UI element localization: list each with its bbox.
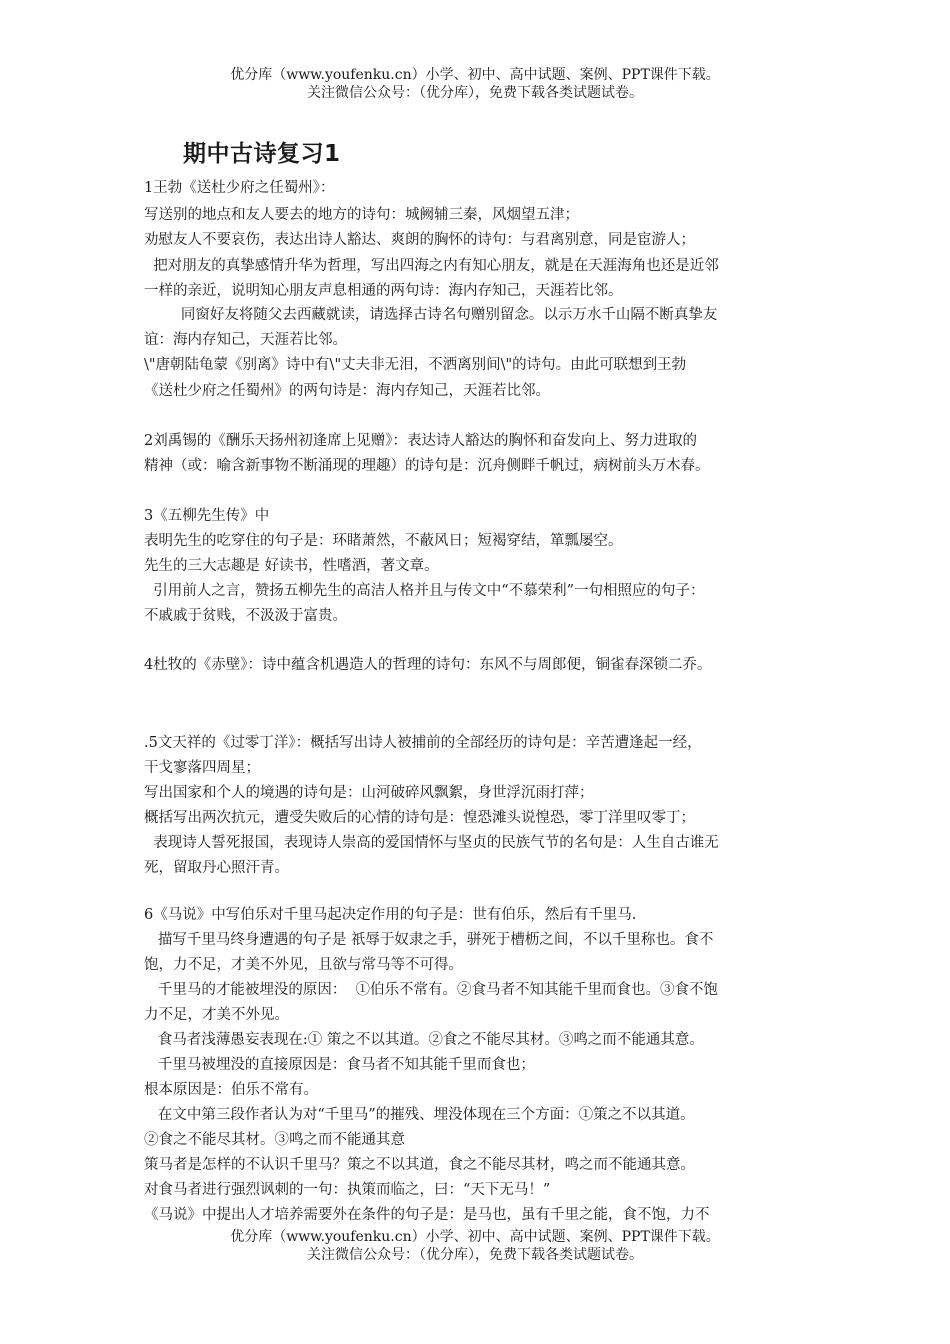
text-line: 对食马者进行强烈讽刺的一句：执策而临之，曰：“天下无马！” bbox=[144, 1182, 551, 1198]
text-line: 4杜牧的《赤壁》：诗中蕴含机遇造人的哲理的诗句：东风不与周郎便，铜雀春深锁二乔。 bbox=[144, 657, 712, 673]
text-line: .5文天祥的《过零丁洋》：概括写出诗人被捕前的全部经历的诗句是：辛苦遭逢起一经， bbox=[144, 735, 702, 751]
text-line: 2刘禹锡的《酬乐天扬州初逢席上见赠》：表达诗人豁达的胸怀和奋发向上、努力进取的 bbox=[144, 433, 697, 449]
text-line: 死，留取丹心照汗青。 bbox=[144, 860, 289, 876]
text-line: 表现诗人誓死报国，表现诗人崇高的爱国情怀与坚贞的民族气节的名句是：人生自古谁无 bbox=[144, 835, 719, 851]
text-line: 在文中第三段作者认为对“千里马”的摧残、埋没体现在三个方面：①策之不以其道。 bbox=[144, 1107, 695, 1123]
text-line: 劝慰友人不要哀伤，表达出诗人豁达、爽朗的胸怀的诗句：与君离别意，同是宦游人； bbox=[144, 232, 695, 248]
text-line: 谊：海内存知己，天涯若比邻。 bbox=[144, 332, 347, 348]
text-line: 先生的三大志趣是 好读书，性嗜酒，著文章。 bbox=[144, 558, 439, 574]
page-title: 期中古诗复习1 bbox=[183, 141, 341, 167]
header-line-2: 关注微信公众号：（优分库），免费下载各类试题试卷。 bbox=[307, 85, 643, 101]
text-line: 干戈寥落四周星； bbox=[144, 760, 260, 776]
page-header bbox=[0, 66, 950, 102]
text-line: 不戚戚于贫贱，不汲汲于富贵。 bbox=[144, 608, 347, 624]
text-line: 写送别的地点和友人要去的地方的诗句：城阙辅三秦，风烟望五津； bbox=[144, 207, 579, 223]
text-line: 《马说》中提出人才培养需要外在条件的句子是：是马也，虽有千里之能，食不饱，力不 bbox=[144, 1207, 710, 1223]
text-line: 3《五柳先生传》中 bbox=[144, 508, 270, 524]
text-line: 食马者浅薄愚妄表现在:① 策之不以其道。②食之不能尽其材。③鸣之而不能通其意。 bbox=[144, 1032, 704, 1048]
header-line-1: 优分库（www.youfenku.cn）小学、初中、高中试题、案例、PPT课件下载。 bbox=[230, 67, 720, 83]
text-line: 把对朋友的真挚感情升华为哲理，写出四海之内有知心朋友，就是在天涯海角也还是近邻 bbox=[144, 258, 719, 274]
text-line: 描写千里马终身遭遇的句子是 祇辱于奴隶之手，骈死于槽枥之间，不以千里称也。食不 bbox=[144, 932, 714, 948]
page-footer bbox=[0, 1228, 950, 1264]
text-line: 策马者是怎样的不认识千里马？策之不以其道，食之不能尽其材，鸣之而不能通其意。 bbox=[144, 1157, 695, 1173]
footer-line-2: 关注微信公众号：（优分库），免费下载各类试题试卷。 bbox=[307, 1247, 643, 1263]
text-line: 6《马说》中写伯乐对千里马起决定作用的句子是：世有伯乐，然后有千里马. bbox=[144, 907, 637, 923]
text-line: 概括写出两次抗元，遭受失败后的心情的诗句是：惶恐滩头说惶恐，零丁洋里叹零丁； bbox=[144, 810, 695, 826]
text-line: 精神（或：喻含新事物不断涌现的理趣）的诗句是：沉舟侧畔千帆过，病树前头万木春。 bbox=[144, 458, 710, 474]
text-line: 同窗好友将随父去西藏就读，请选择古诗名句赠别留念。以示万水千山隔不断真挚友 bbox=[144, 307, 718, 323]
footer-line-1: 优分库（www.youfenku.cn）小学、初中、高中试题、案例、PPT课件下载。 bbox=[230, 1229, 720, 1245]
text-line: 写出国家和个人的境遇的诗句是：山河破碎风飘絮，身世浮沉雨打萍； bbox=[144, 785, 594, 801]
text-line: ②食之不能尽其材。③鸣之而不能通其意 bbox=[144, 1132, 405, 1148]
text-line: 饱，力不足，才美不外见，且欲与常马等不可得。 bbox=[144, 957, 463, 973]
text-line: 千里马被埋没的直接原因是：食马者不知其能千里而食也； bbox=[144, 1057, 535, 1073]
text-line: \"唐朝陆龟蒙《别离》诗中有\"丈夫非无泪，不洒离别间\"的诗句。由此可联想到王勃 bbox=[144, 357, 687, 373]
text-line: 1王勃《送杜少府之任蜀州》： bbox=[144, 180, 335, 196]
text-line: 力不足，才美不外见。 bbox=[144, 1007, 289, 1023]
text-line: 千里马的才能被埋没的原因： ①伯乐不常有。②食马者不知其能千里而食也。③食不饱 bbox=[144, 982, 719, 998]
text-line: 表明先生的吃穿住的句子是：环睹萧然，不蔽风日；短褐穿结，箪瓢屡空。 bbox=[144, 533, 623, 549]
text-line: 《送杜少府之任蜀州》的两句诗是：海内存知己，天涯若比邻。 bbox=[144, 383, 550, 399]
text-line: 根本原因是：伯乐不常有。 bbox=[144, 1082, 318, 1098]
text-line: 引用前人之言，赞扬五柳先生的高洁人格并且与传文中“不慕荣利”一句相照应的句子： bbox=[144, 583, 705, 599]
text-line: 一样的亲近，说明知心朋友声息相通的两句诗：海内存知己，天涯若比邻。 bbox=[144, 283, 623, 299]
